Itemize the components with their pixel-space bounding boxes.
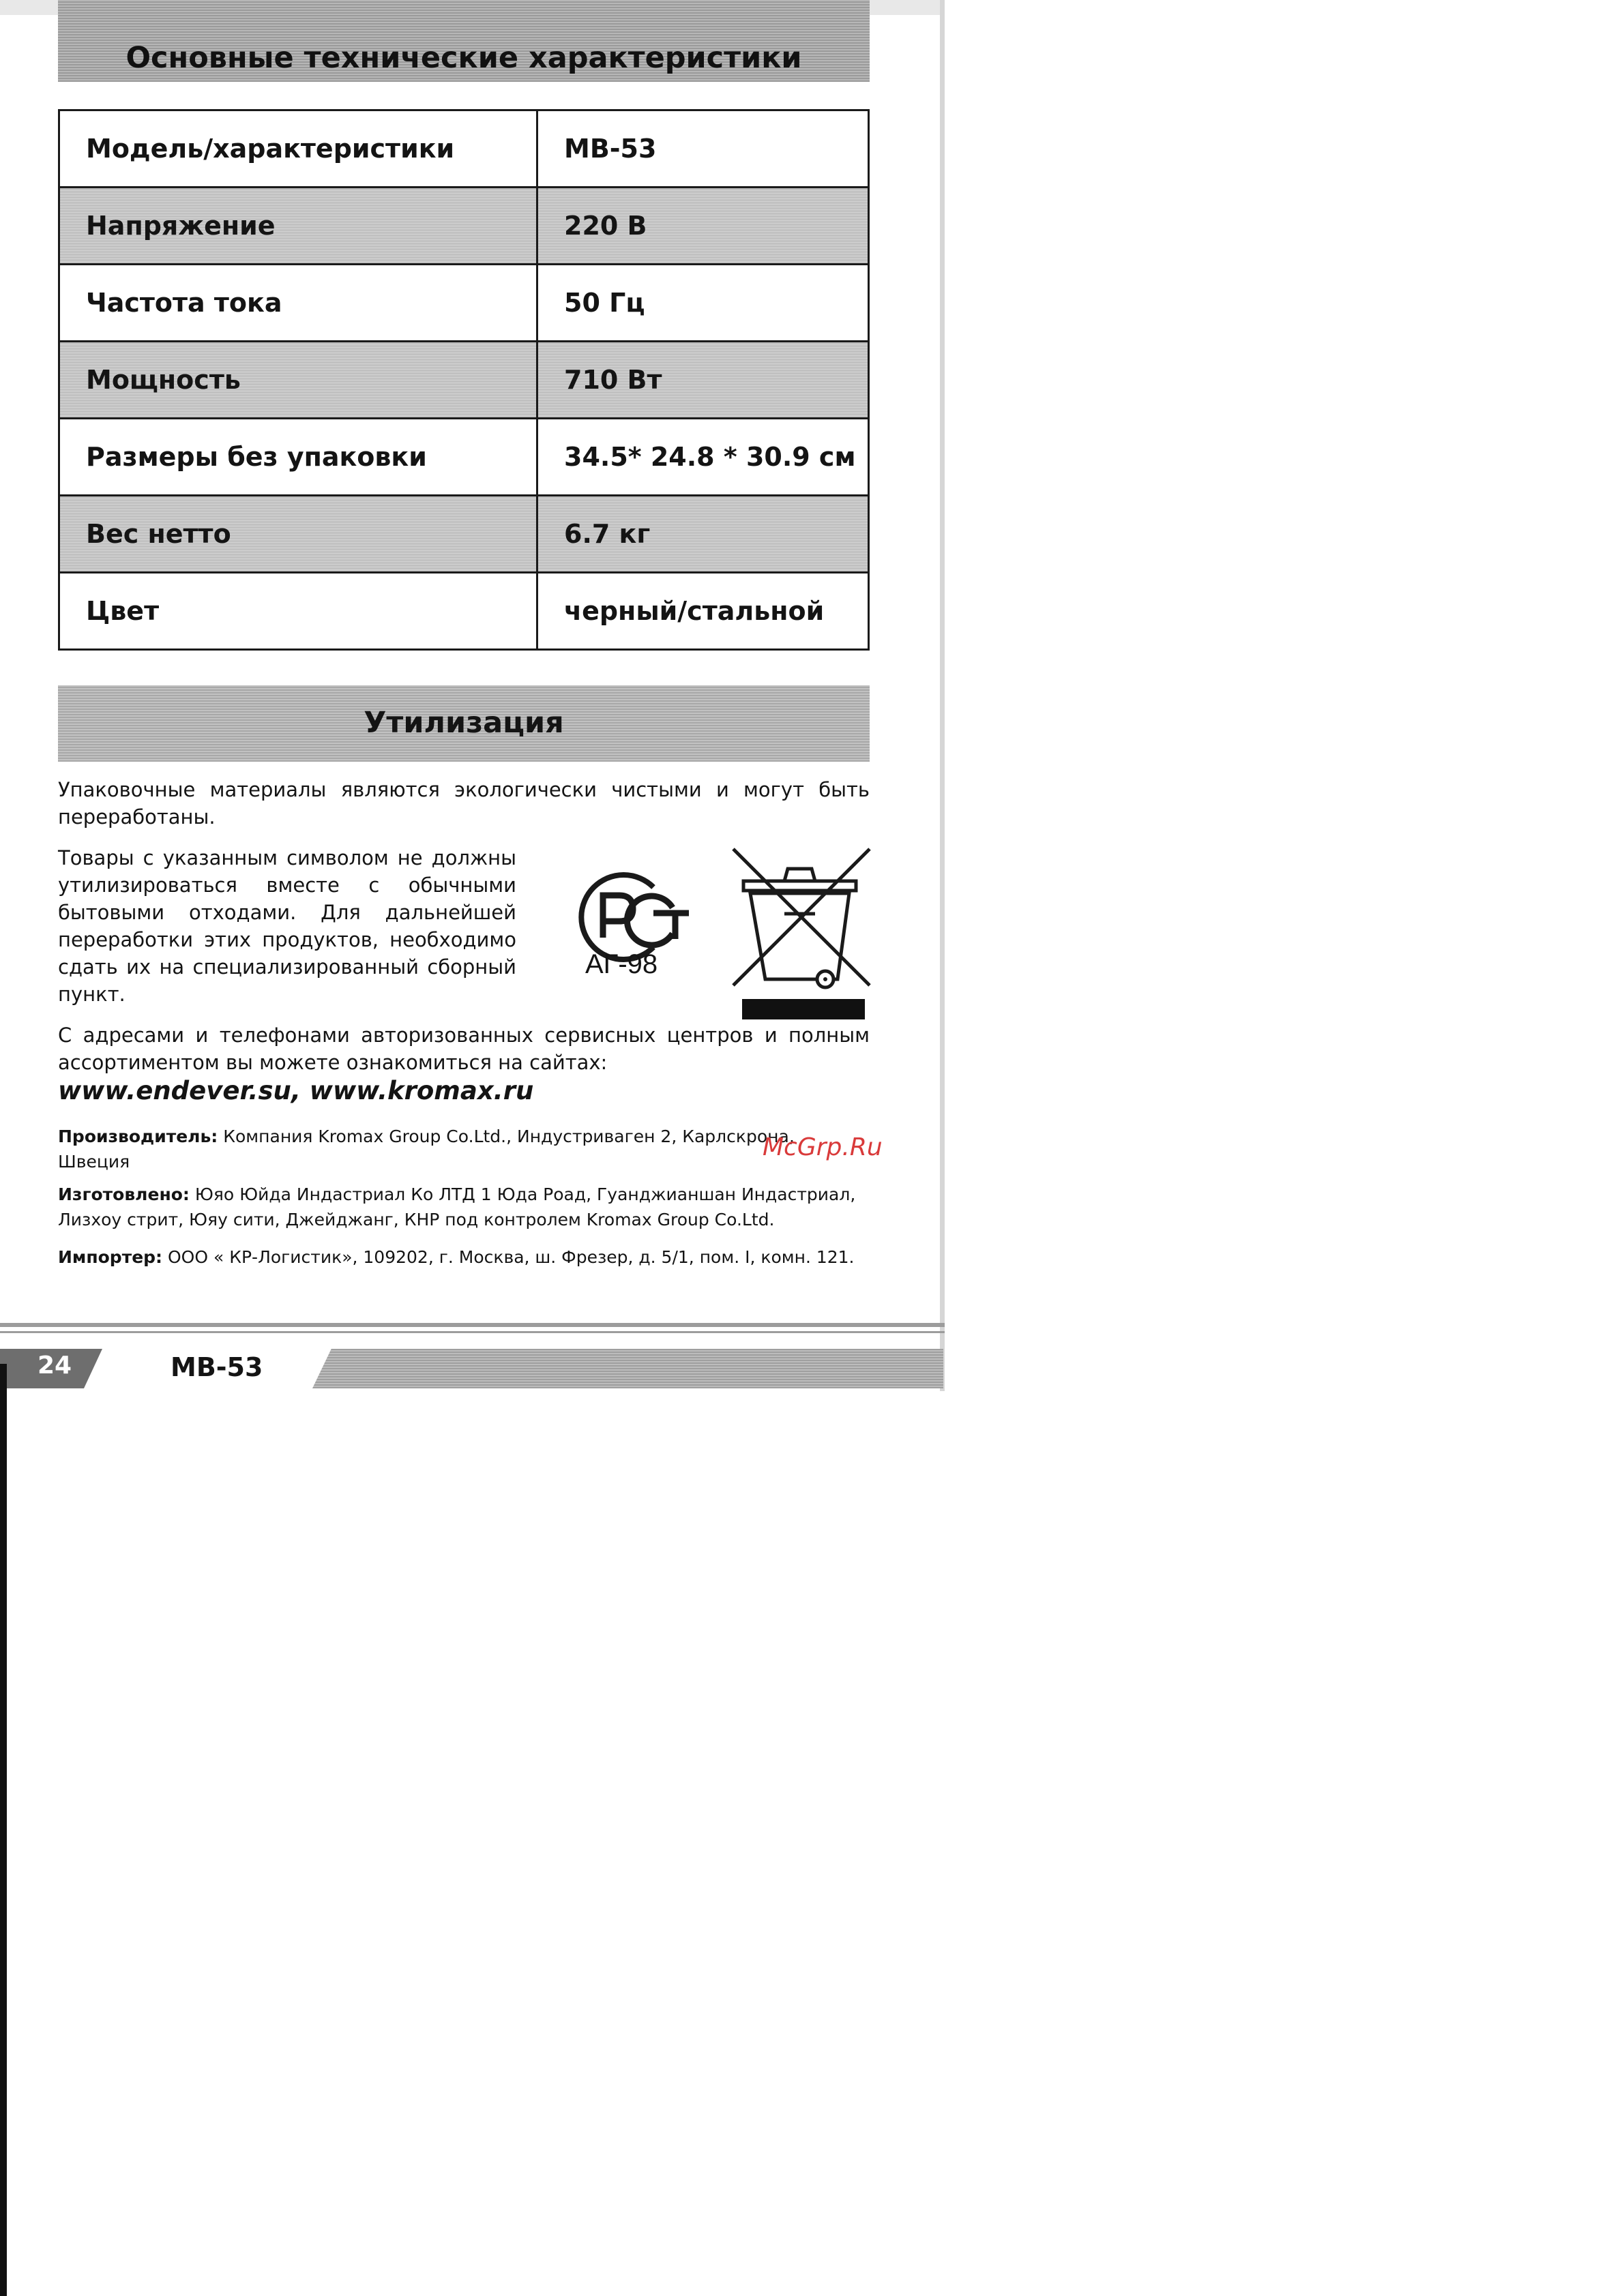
symbol-paragraph: Товары с указанным символом не должны утилизироваться вместе с обычными бытовыми отходами. Для дальнейшей переработки этих продуктов, необходимо сдать их на специализированный сборный пункт. xyxy=(58,846,516,1006)
service-centers-paragraph: С адресами и телефонами авторизованных сервисных центров и полным ассортиментом вы можете ознакомиться на сайтах: xyxy=(58,1024,870,1074)
spec-label: Размеры без упаковки xyxy=(59,419,537,496)
manual-page xyxy=(0,0,945,1391)
scan-right-edge xyxy=(940,0,945,1391)
table-row xyxy=(59,419,869,496)
spec-value: 50 Гц xyxy=(537,265,869,342)
manufacturer-info xyxy=(58,1124,870,1174)
made-by-text: Юяо Юйда Индастриал Ко ЛТД 1 Юда Роад, Гуанджианшан Индастриал, Лизхоу стрит, Юяу сити, Джейджанг, КНР под контролем Kromax Group Co.Ltd. xyxy=(58,1184,856,1229)
spec-value: 220 В xyxy=(537,188,869,265)
page-title: Основные технические характеристики xyxy=(126,41,802,75)
spec-label: Мощность xyxy=(59,342,537,419)
spec-label: Цвет xyxy=(59,573,537,650)
importer-label: Импортер: xyxy=(58,1247,163,1267)
spec-label: Модель/характеристики xyxy=(59,110,537,188)
cert-mark-label: АГ-98 xyxy=(585,949,658,979)
spec-value: 34.5* 24.8 * 30.9 см xyxy=(537,419,869,496)
disposal-title: Утилизация xyxy=(364,706,564,740)
spec-label: Напряжение xyxy=(59,188,537,265)
websites-link[interactable]: www.endever.su, www.kromax.ru xyxy=(58,1076,534,1105)
footer-model: MB-53 xyxy=(171,1352,263,1382)
spec-value: 710 Вт xyxy=(537,342,869,419)
importer-text: ООО « КР-Логистик», 109202, г. Москва, ш. Фрезер, д. 5/1, пом. I, комн. 121. xyxy=(168,1247,855,1267)
specs-table xyxy=(58,109,870,651)
manufacturer-text: Компания Kromax Group Co.Ltd., Индустриваген 2, Карлскрона, Швеция xyxy=(58,1127,795,1172)
table-row xyxy=(59,573,869,650)
page-number: 24 xyxy=(38,1352,72,1380)
watermark: McGrp.Ru xyxy=(763,1133,883,1161)
spec-value: MB-53 xyxy=(537,110,869,188)
made-by-info xyxy=(58,1182,870,1232)
table-row xyxy=(59,342,869,419)
packaging-paragraph: Упаковочные материалы являются экологически чистыми и могут быть переработаны. xyxy=(58,778,870,829)
scan-left-edge xyxy=(0,1364,7,2296)
footer-rule xyxy=(0,1331,945,1333)
spec-label: Частота тока xyxy=(59,265,537,342)
table-row xyxy=(59,265,869,342)
made-by-label: Изготовлено: xyxy=(58,1184,190,1204)
table-row xyxy=(59,188,869,265)
footer-rule xyxy=(0,1323,945,1327)
importer-info xyxy=(58,1244,870,1270)
spec-value: черный/стальной xyxy=(537,573,869,650)
table-row xyxy=(59,110,869,188)
crossed-bin-icon xyxy=(730,846,873,1023)
spec-value: 6.7 кг xyxy=(537,496,869,573)
footer-band xyxy=(312,1349,943,1388)
table-row xyxy=(59,496,869,573)
spec-label: Вес нетто xyxy=(59,496,537,573)
manufacturer-label: Производитель: xyxy=(58,1127,218,1146)
